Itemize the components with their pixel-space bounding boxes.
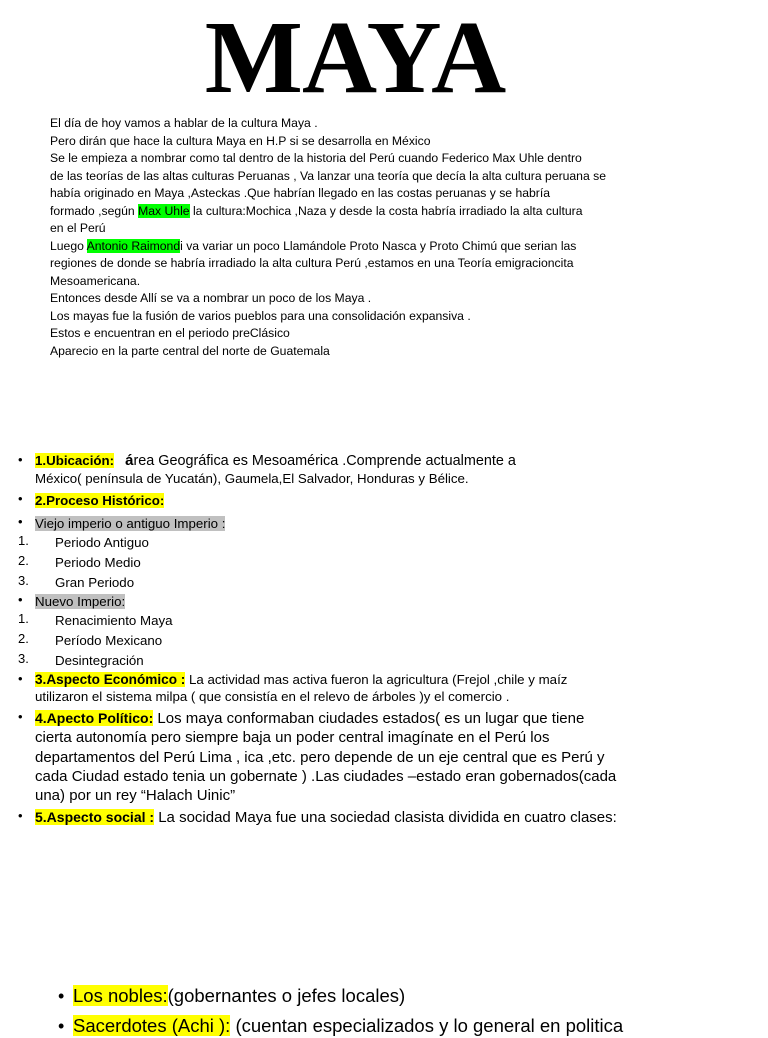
list-item-ubicacion: [0, 452, 700, 489]
politico-line4: cada Ciudad estado tenia un gobernate ) .Las ciudades –estado eran gobernados(cada: [35, 768, 617, 786]
intro-line: Mesoamericana.: [50, 273, 141, 288]
viejo-imperio-label: Viejo imperio o antiguo Imperio :: [35, 516, 226, 532]
nobles-label: Los nobles:: [73, 985, 168, 1006]
list-item-sacerdotes: [58, 1014, 623, 1038]
intro-line: Entonces desde Allí se va a nombrar un poco de los Maya .: [50, 291, 372, 305]
bullet-icon: •: [58, 986, 65, 1006]
intro-line: El día de hoy vamos a hablar de la cultura Maya .: [50, 116, 318, 130]
intro-text: Luego: [50, 238, 87, 253]
intro-line: había originado en Maya ,Asteckas .Que habrían llegado en las costas peruanas y se habría: [50, 186, 551, 200]
ubicacion-label: 1.Ubicación:: [35, 453, 115, 468]
sacerdotes-text: (cuentan especializados y lo general en politica: [230, 1015, 624, 1036]
bullet-icon: •: [18, 592, 23, 608]
item-number: 2.: [18, 553, 29, 568]
numbered-item: [0, 651, 700, 671]
item-number: 1.: [18, 611, 29, 627]
intro-line: Los mayas fue la fusión de varios pueblos para una consolidación expansiva .: [50, 308, 471, 323]
bullet-icon: •: [18, 671, 23, 687]
politico-line1: Los maya conformaban ciudades estados( es un lugar que tiene: [153, 710, 585, 728]
politico-line2: cierta autonomía pero siempre baja un poder central imagínate en el Perú los: [35, 729, 550, 747]
list-item-politico: [0, 709, 700, 805]
area-initial: á: [125, 452, 134, 469]
ubicacion-line2: México( península de Yucatán), Gaumela,El Salvador, Honduras y Bélice.: [35, 471, 469, 486]
politico-line5: una) por un rey “Halach Uinic”: [35, 787, 236, 805]
bullet-icon: •: [18, 807, 23, 823]
intro-text: i va variar un poco Llamándole Proto Nasca y Proto Chimú que serian las: [180, 238, 577, 253]
intro-line: Se le empieza a nombrar como tal dentro de la historia del Perú cuando Federico Max Uhle dentro: [50, 151, 582, 165]
economico-line1: La actividad mas activa fueron la agricultura (Frejol ,chile y maíz: [185, 672, 568, 688]
politico-line3: departamentos del Perú Lima , ica ,etc. pero depende de un eje central que es Perú y: [35, 748, 605, 766]
item-text: Periodo Medio: [55, 555, 141, 570]
list-item-viejo-imperio: [0, 514, 700, 533]
bullet-icon: •: [18, 491, 23, 506]
item-number: 3.: [18, 650, 29, 666]
ubicacion-text: [35, 452, 700, 488]
numbered-item: [0, 533, 700, 553]
item-number: 1.: [18, 533, 29, 549]
social-label: 5.Aspecto social :: [35, 808, 155, 825]
list-item-social: [0, 808, 700, 827]
intro-line: de las teorías de las altas culturas Peruanas , Va lanzar una teoría que decía la alta cultura peruana se: [50, 168, 607, 183]
highlight-max-uhle: Max Uhle: [138, 203, 190, 218]
sacerdotes-label: Sacerdotes (Achi ):: [73, 1015, 231, 1036]
item-text: Periodo Antiguo: [55, 535, 149, 551]
intro-text: formado ,según: [50, 203, 139, 218]
economico-line2: utilizaron el sistema milpa ( que consistía en el relevo de árboles )y el comercio .: [35, 689, 510, 705]
intro-line: Aparecio en la parte central del norte de Guatemala: [50, 343, 330, 358]
intro-line: Estos e encuentran en el periodo preClásico: [50, 326, 290, 340]
nuevo-imperio-label: Nuevo Imperio:: [35, 594, 126, 610]
highlight-antonio-raimondi: Antonio Raimond: [86, 238, 181, 253]
outline-list: [0, 452, 700, 827]
intro-line: Pero dirán que hace la cultura Maya en H.P si se desarrolla en México: [50, 133, 431, 148]
ubicacion-line1: rea Geográfica es Mesoamérica .Comprende actualmente a: [133, 453, 516, 469]
intro-line: [50, 238, 650, 256]
numbered-item: [0, 631, 700, 651]
politico-label: 4.Apecto Político:: [35, 710, 154, 727]
item-text: Período Mexicano: [55, 632, 163, 648]
list-item-economico: [0, 671, 700, 705]
intro-line: en el Perú: [50, 221, 106, 235]
social-text: La socidad Maya fue una sociedad clasista dividida en cuatro clases:: [154, 808, 617, 826]
item-number: 2.: [18, 630, 29, 646]
bullet-icon: •: [18, 709, 23, 725]
numbered-item: [0, 553, 700, 573]
item-text: Desintegración: [55, 652, 144, 668]
list-item-nobles: [58, 984, 405, 1008]
nobles-text: (gobernantes o jefes locales): [167, 985, 406, 1006]
page-title: MAYA: [204, 0, 506, 115]
numbered-item: [0, 573, 700, 593]
intro-text: la cultura:Mochica ,Naza y desde la costa habría irradiado la alta cultura: [189, 203, 583, 218]
proceso-label: 2.Proceso Histórico:: [35, 493, 165, 508]
intro-line: [50, 203, 650, 221]
list-item-proceso: [0, 491, 700, 510]
bullet-icon: •: [18, 514, 23, 530]
economico-label: 3.Aspecto Económico :: [35, 672, 186, 688]
bullet-icon: •: [58, 1016, 65, 1036]
intro-line: regiones de donde se habría irradiado la alta cultura Perú ,estamos en una Teoría emigracioncita: [50, 256, 574, 270]
bullet-icon: •: [18, 452, 23, 467]
item-text: Renacimiento Maya: [55, 613, 173, 629]
intro-paragraph: [50, 115, 650, 360]
list-item-nuevo-imperio: [0, 592, 700, 611]
item-number: 3.: [18, 572, 29, 588]
item-text: Gran Periodo: [55, 574, 135, 590]
numbered-item: [0, 611, 700, 631]
